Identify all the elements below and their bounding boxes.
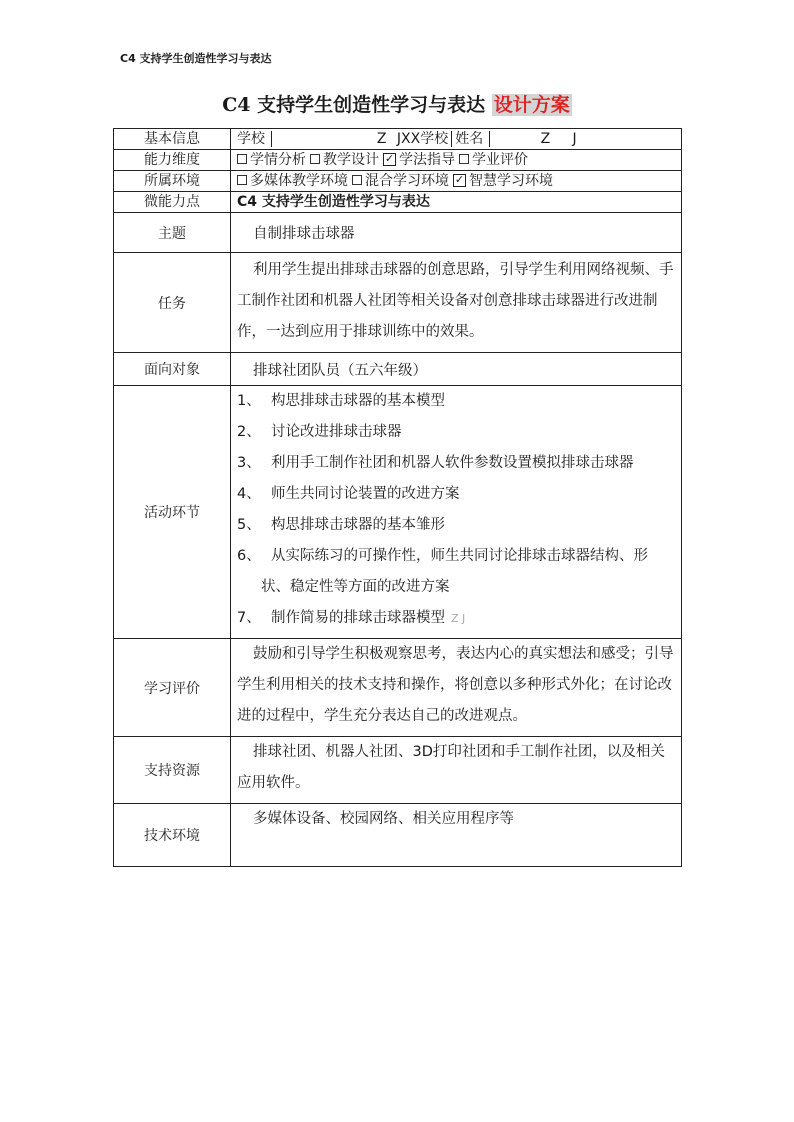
checked-checkbox-icon[interactable]: ✓ bbox=[454, 172, 465, 186]
name-label: 姓名 bbox=[455, 131, 484, 147]
label-task: 任务 bbox=[114, 253, 231, 353]
step-text: 讨论改进排球击球器 bbox=[271, 424, 402, 440]
activity-steps bbox=[237, 386, 675, 634]
school-label: 学校 bbox=[237, 131, 265, 147]
audience-value: 排球社团队员（五六年级） bbox=[231, 353, 682, 386]
checkbox-icon[interactable] bbox=[237, 175, 247, 185]
row-ability bbox=[114, 150, 682, 171]
step-number: 1、 bbox=[237, 393, 261, 409]
step-text: 师生共同讨论装置的改进方案 bbox=[271, 486, 460, 502]
evaluation-cell bbox=[231, 639, 682, 737]
title-highlight: 设计方案 bbox=[493, 94, 570, 116]
step-text: 制作简易的排球击球器模型 bbox=[271, 610, 445, 626]
ability-option[interactable] bbox=[237, 152, 306, 168]
environment-option[interactable] bbox=[237, 173, 348, 189]
checkbox-icon[interactable] bbox=[459, 154, 469, 164]
step-text: 从实际练习的可操作性，师生共同讨论排球击球器结构、形 bbox=[271, 548, 648, 564]
activity-step bbox=[237, 541, 675, 572]
row-resources bbox=[114, 737, 682, 804]
micro-value: C4 支持学生创造性学习与表达 bbox=[231, 192, 682, 213]
label-ability: 能力维度 bbox=[114, 150, 231, 171]
ability-option[interactable] bbox=[383, 152, 455, 168]
name-value: Z J bbox=[540, 131, 577, 147]
resources-value: 排球社团、机器人社团、3D打印社团和手工制作社团，以及相关应用软件。 bbox=[237, 744, 665, 791]
school-initial: Z bbox=[376, 131, 387, 147]
activity-step-continued: 状、稳定性等方面的改进方案 bbox=[261, 579, 450, 595]
step-number: 6、 bbox=[237, 548, 261, 564]
step-number: 5、 bbox=[237, 517, 261, 533]
basic-info-value bbox=[231, 129, 682, 150]
ability-option-label: 学情分析 bbox=[250, 152, 306, 168]
tech-cell bbox=[231, 804, 682, 867]
divider bbox=[451, 131, 452, 147]
task-value: 利用学生提出排球击球器的创意思路，引导学生利用网络视频、手工制作社团和机器人社团等相关设备对创意排球击球器进行改进制作，一达到应用于排球训练中的效果。 bbox=[237, 262, 674, 340]
environment-option-label: 智慧学习环境 bbox=[469, 173, 553, 189]
divider bbox=[489, 131, 490, 147]
row-activities bbox=[114, 386, 682, 639]
ability-option-label: 学法指导 bbox=[399, 152, 455, 168]
ability-option[interactable] bbox=[459, 152, 528, 168]
activities-cell bbox=[231, 386, 682, 639]
row-basic-info bbox=[114, 129, 682, 150]
step-text: 利用手工制作社团和机器人软件参数设置模拟排球击球器 bbox=[271, 455, 634, 471]
label-micro: 微能力点 bbox=[114, 192, 231, 213]
row-audience bbox=[114, 353, 682, 386]
label-evaluation: 学习评价 bbox=[114, 639, 231, 737]
environment-option[interactable] bbox=[352, 173, 449, 189]
step-text: 构思排球击球器的基本雏形 bbox=[271, 517, 445, 533]
activity-step bbox=[237, 417, 675, 448]
ability-option[interactable] bbox=[310, 152, 379, 168]
label-audience: 面向对象 bbox=[114, 353, 231, 386]
label-environment: 所属环境 bbox=[114, 171, 231, 192]
environment-option-label: 多媒体教学环境 bbox=[250, 173, 348, 189]
activity-step bbox=[237, 603, 675, 634]
page-header: C4 支持学生创造性学习与表达 bbox=[120, 52, 272, 65]
environment-options bbox=[231, 171, 682, 192]
tech-value: 多媒体设备、校园网络、相关应用程序等 bbox=[253, 811, 514, 827]
evaluation-value: 鼓励和引导学生积极观察思考，表达内心的真实想法和感受；引导学生利用相关的技术支持和操作，将创意以多种形式外化；在讨论改进的过程中，学生充分表达自己的改进观点。 bbox=[237, 646, 674, 724]
step-number: 4、 bbox=[237, 486, 261, 502]
row-task bbox=[114, 253, 682, 353]
label-resources: 支持资源 bbox=[114, 737, 231, 804]
activity-step bbox=[237, 479, 675, 510]
environment-option-label: 混合学习环境 bbox=[365, 173, 449, 189]
ability-option-label: 教学设计 bbox=[323, 152, 379, 168]
checkbox-icon[interactable] bbox=[310, 154, 320, 164]
school-name: JXX学校 bbox=[396, 131, 449, 147]
row-topic bbox=[114, 213, 682, 253]
step-faint-note: Z J bbox=[451, 612, 466, 625]
label-topic: 主题 bbox=[114, 213, 231, 253]
label-activities: 活动环节 bbox=[114, 386, 231, 639]
activity-step bbox=[237, 510, 675, 541]
divider bbox=[271, 131, 272, 147]
checkbox-icon[interactable] bbox=[237, 154, 247, 164]
ability-options bbox=[231, 150, 682, 171]
checkbox-icon[interactable] bbox=[352, 175, 362, 185]
label-tech: 技术环境 bbox=[114, 804, 231, 867]
task-cell bbox=[231, 253, 682, 353]
step-number: 7、 bbox=[237, 610, 261, 626]
resources-cell bbox=[231, 737, 682, 804]
ability-option-label: 学业评价 bbox=[472, 152, 528, 168]
title-main: C4 支持学生创造性学习与表达 bbox=[222, 94, 486, 116]
label-basic-info: 基本信息 bbox=[114, 129, 231, 150]
activity-step bbox=[237, 386, 675, 417]
design-plan-table bbox=[113, 128, 682, 867]
row-evaluation bbox=[114, 639, 682, 737]
topic-value: 自制排球击球器 bbox=[231, 213, 682, 253]
environment-option[interactable] bbox=[453, 173, 553, 189]
row-micro bbox=[114, 192, 682, 213]
step-number: 3、 bbox=[237, 455, 261, 471]
checked-checkbox-icon[interactable]: ✓ bbox=[384, 151, 395, 165]
row-tech bbox=[114, 804, 682, 867]
step-text: 构思排球击球器的基本模型 bbox=[271, 393, 445, 409]
document-title bbox=[0, 90, 794, 117]
activity-step bbox=[237, 448, 675, 479]
row-environment bbox=[114, 171, 682, 192]
step-number: 2、 bbox=[237, 424, 261, 440]
